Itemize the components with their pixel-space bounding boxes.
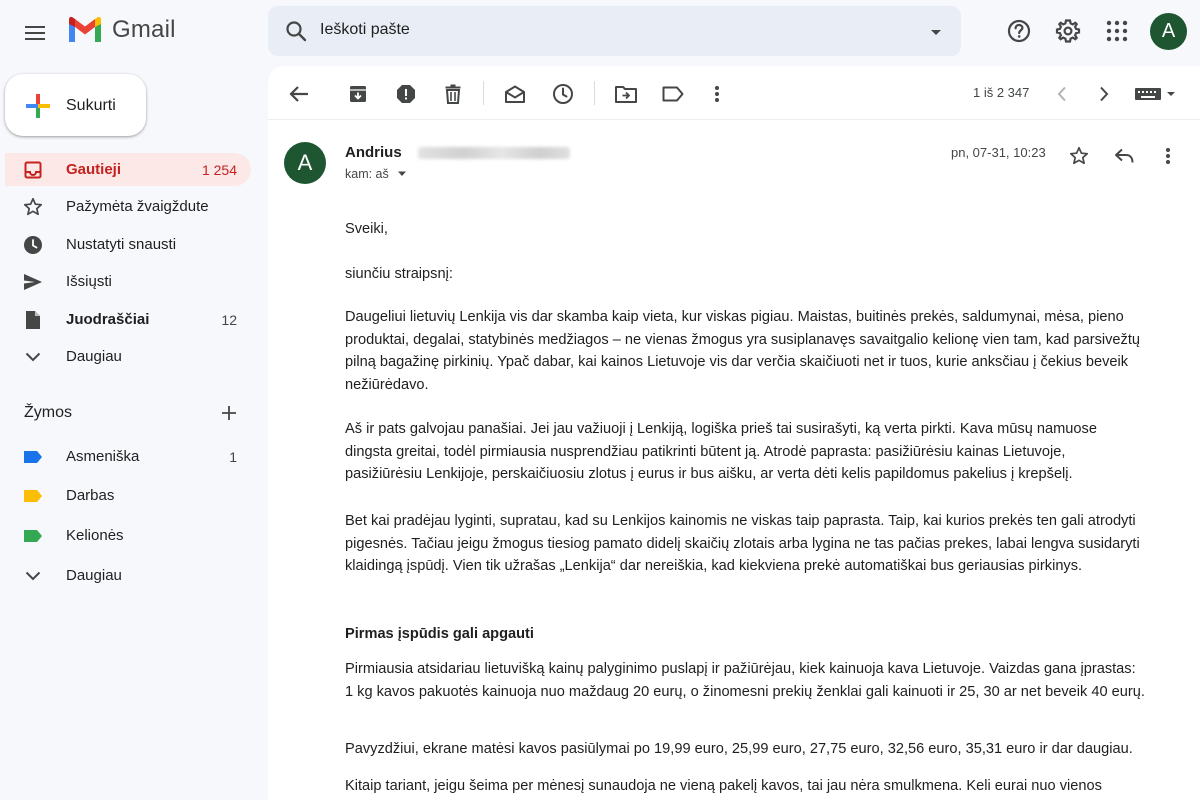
toolbar-divider [483, 81, 484, 105]
label-icon[interactable] [658, 79, 688, 109]
input-tools-keyboard-icon[interactable] [1132, 79, 1180, 109]
body-heading: Pirmas įspūdis gali apgauti [345, 626, 534, 642]
unread-count: 1 254 [201, 162, 237, 178]
search-input[interactable]: Ieškoti pašte [320, 21, 410, 38]
apps-grid-icon[interactable] [1098, 12, 1136, 50]
compose-plus-icon [25, 93, 51, 124]
search-options-icon[interactable] [929, 24, 943, 42]
labels-heading: Žymos [24, 404, 72, 421]
report-spam-icon[interactable] [391, 79, 421, 109]
message-date: pn, 07-31, 10:23 [951, 145, 1046, 160]
main-menu-button[interactable] [14, 12, 56, 54]
body-paragraph: Daugeliui lietuvių Lenkija vis dar skamba kaip vieta, kur viskas pigiau. Maistas, buitinės prekės, saldumynai, mėsa, pieno produktai, degalai, statybinės medžiagos – ne vienas žmogus yra susiplanavęs savaitgalio kelionę vien tam, kad parsivežtų pilną bagažinę pirkinių. Ypač dabar, kai kainos Lietuvoje vis dar verčia skaičiuoti net ir tuos, kurie anksčiau į čekius beveik nežiūrėdavo. [345, 309, 1140, 393]
body-paragraph: Bet kai pradėjau lyginti, supratau, kad su Lenkijos kainomis ne viskas taip paprasta. Taip, kai kurios prekės ten gali atrodyti pigesnės. Tačiau jeigu žmogus tiesiog pamato didelį skaičių zlotais arba lygina ne tas pačias prekes, labai lengva susidaryti klaidingą įspūdį. Vien tik užrašas „Lenkija“ dar nereiškia, kad kiekviena prekė automatiškai bus geriausias pirkinys. [345, 513, 1140, 574]
search-bar[interactable] [268, 6, 961, 56]
body-paragraph: Kitaip tariant, jeigu šeima per mėnesį sunaudoja ne vieną pakelį kavos, tai jau nėra smulkmena. Keli eurai nuo vienos [345, 778, 1102, 794]
label-tag-icon [23, 526, 43, 546]
nav-label: Daugiau [66, 348, 122, 365]
back-arrow-icon[interactable] [284, 79, 314, 109]
top-bar [0, 0, 1200, 64]
body-paragraph: Aš ir pats galvojau panašiai. Jei jau važiuoji į Lenkiją, logiška prieš tai susirašyti, ką verta pirkti. Kava mūsų namuose dingsta greitai, todėl pirmiausia nusprendžiau patikrinti būtent ją. Atrodė paprasta: pasižiūrėsiu kainas Lietuvoje, pasižiūrėsiu Lenkijoje, perskaičiuosiu zlotus į eurus ir bus aišku, ar verta dėti kelis papildomus pakelius į krepšelį. [345, 421, 1097, 482]
star-icon [23, 197, 43, 217]
message-pane [268, 66, 1200, 800]
message-toolbar [268, 66, 1200, 120]
move-to-folder-icon[interactable] [611, 79, 641, 109]
more-vert-icon[interactable] [702, 79, 732, 109]
nav-label: Išsiųsti [66, 273, 112, 290]
sender-email-redacted [418, 147, 570, 159]
inbox-icon [23, 160, 43, 180]
archive-icon[interactable] [343, 79, 373, 109]
label-name: Darbas [66, 487, 115, 504]
body-paragraph: Pavyzdžiui, ekrane matėsi kavos pasiūlymai po 19,99 euro, 25,99 euro, 27,75 euro, 32,56 euro, 35,31 euro ir dar daugiau. [345, 741, 1133, 757]
recipient-label: kam: aš [345, 167, 389, 181]
nav-item-sent[interactable] [5, 265, 251, 298]
nav-label: Pažymėta žvaigždute [66, 198, 209, 215]
next-chevron-icon[interactable] [1089, 79, 1119, 109]
nav-item-inbox[interactable] [5, 153, 251, 186]
settings-gear-icon[interactable] [1049, 12, 1087, 50]
labels-more[interactable] [5, 559, 251, 592]
gmail-logo[interactable] [66, 15, 176, 45]
gmail-m-icon [66, 15, 104, 45]
label-name: Asmeniška [66, 448, 140, 465]
nav-item-more[interactable] [5, 340, 251, 373]
body-paragraph: Sveiki, [345, 221, 388, 237]
hamburger-menu-icon [24, 25, 46, 41]
compose-button[interactable] [5, 74, 146, 136]
nav-item-starred[interactable] [5, 190, 251, 223]
chevron-down-icon [397, 171, 407, 177]
previous-chevron-icon[interactable] [1047, 79, 1077, 109]
pagination-text: 1 iš 2 347 [973, 85, 1030, 100]
account-avatar[interactable]: A [1150, 13, 1187, 50]
label-item-work[interactable] [5, 479, 251, 512]
star-icon[interactable] [1064, 141, 1094, 171]
nav-item-snoozed[interactable] [5, 228, 251, 261]
message-more-vert-icon[interactable] [1153, 141, 1183, 171]
label-tag-icon [23, 486, 43, 506]
search-icon[interactable] [284, 19, 308, 48]
clock-icon [23, 235, 43, 255]
add-label-icon[interactable] [219, 403, 239, 423]
draft-icon [23, 310, 43, 330]
label-count: 1 [229, 449, 237, 465]
nav-label: Daugiau [66, 567, 122, 584]
draft-count: 12 [221, 312, 237, 328]
send-icon [23, 272, 43, 292]
compose-label: Sukurti [66, 97, 116, 114]
nav-item-drafts[interactable] [5, 303, 251, 336]
nav-label: Gautieji [66, 161, 122, 178]
help-icon[interactable] [1000, 12, 1038, 50]
sender-name[interactable]: Andrius [345, 144, 402, 161]
body-paragraph: siunčiu straipsnį: [345, 266, 453, 282]
nav-label: Nustatyti snausti [66, 236, 177, 253]
snooze-clock-icon[interactable] [548, 79, 578, 109]
recipient-details[interactable] [345, 167, 407, 181]
body-paragraph: Pirmiausia atsidariau lietuvišką kainų palyginimo puslapį ir pažiūrėjau, kiek kainuoja kava Lietuvoje. Vaizdas gana įprastas: 1 kg kavos pakuotės kainuoja nuo maždaug 20 eurų, o žinomesni prekių ženklai gali kainuoti ir 25, 30 ar net beveik 40 eurų. [345, 661, 1145, 700]
mark-unread-icon[interactable] [500, 79, 530, 109]
label-item-travel[interactable] [5, 519, 251, 552]
sender-avatar: A [284, 142, 326, 184]
label-item-personal[interactable] [5, 440, 251, 473]
chevron-down-icon [23, 347, 43, 367]
delete-trash-icon[interactable] [438, 79, 468, 109]
nav-label: Juodraščiai [66, 311, 150, 328]
app-name: Gmail [112, 16, 176, 43]
reply-icon[interactable] [1109, 141, 1139, 171]
chevron-down-icon [23, 566, 43, 586]
label-name: Kelionės [66, 527, 124, 544]
toolbar-divider [594, 81, 595, 105]
label-tag-icon [23, 447, 43, 467]
